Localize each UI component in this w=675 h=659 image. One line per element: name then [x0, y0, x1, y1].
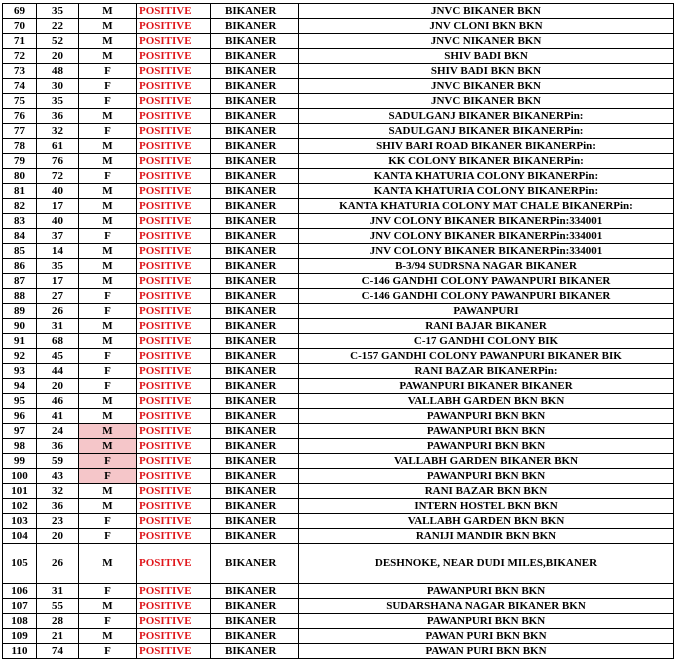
serial-number-cell: 103	[3, 514, 37, 529]
age-cell: 22	[37, 19, 79, 34]
result-cell: POSITIVE	[137, 304, 211, 319]
sex-cell: M	[79, 214, 137, 229]
address-cell: PAWANPURI BKN BKN	[299, 424, 674, 439]
table-row	[3, 244, 674, 259]
table-row	[3, 169, 674, 184]
district-cell: BIKANER	[211, 349, 299, 364]
table-row	[3, 644, 674, 659]
table-row	[3, 34, 674, 49]
table-row	[3, 529, 674, 544]
serial-number-cell: 69	[3, 4, 37, 19]
serial-number-cell: 73	[3, 64, 37, 79]
district-cell: BIKANER	[211, 169, 299, 184]
table-row	[3, 49, 674, 64]
serial-number-cell: 77	[3, 124, 37, 139]
table-row	[3, 94, 674, 109]
sex-cell: F	[79, 584, 137, 599]
address-cell: C-17 GANDHI COLONY BIK	[299, 334, 674, 349]
table-row	[3, 184, 674, 199]
age-cell: 32	[37, 484, 79, 499]
district-cell: BIKANER	[211, 94, 299, 109]
age-cell: 40	[37, 214, 79, 229]
address-cell: SUDARSHANA NAGAR BIKANER BKN	[299, 599, 674, 614]
address-cell: VALLABH GARDEN BIKANER BKN	[299, 454, 674, 469]
serial-number-cell: 100	[3, 469, 37, 484]
address-cell: JNVC NIKANER BKN	[299, 34, 674, 49]
age-cell: 35	[37, 259, 79, 274]
serial-number-cell: 108	[3, 614, 37, 629]
serial-number-cell: 109	[3, 629, 37, 644]
address-cell: RANI BAZAR BKN BKN	[299, 484, 674, 499]
address-cell: JNV CLONI BKN BKN	[299, 19, 674, 34]
age-cell: 48	[37, 64, 79, 79]
address-cell: PAWANPURI	[299, 304, 674, 319]
age-cell: 31	[37, 584, 79, 599]
serial-number-cell: 98	[3, 439, 37, 454]
sex-cell: M	[79, 274, 137, 289]
table-row	[3, 499, 674, 514]
result-cell: POSITIVE	[137, 259, 211, 274]
address-cell: PAWANPURI BKN BKN	[299, 439, 674, 454]
address-cell: JNV COLONY BIKANER BIKANERPin:334001	[299, 244, 674, 259]
sex-cell: F	[79, 364, 137, 379]
sex-cell: M	[79, 484, 137, 499]
sex-cell: F	[79, 79, 137, 94]
result-cell: POSITIVE	[137, 4, 211, 19]
table-row	[3, 629, 674, 644]
district-cell: BIKANER	[211, 364, 299, 379]
address-cell: RANIJI MANDIR BKN BKN	[299, 529, 674, 544]
age-cell: 46	[37, 394, 79, 409]
sex-cell: F	[79, 304, 137, 319]
district-cell: BIKANER	[211, 439, 299, 454]
result-cell: POSITIVE	[137, 94, 211, 109]
district-cell: BIKANER	[211, 409, 299, 424]
sex-cell: F	[79, 94, 137, 109]
table-row	[3, 424, 674, 439]
address-cell: RANI BAZAR BIKANERPin:	[299, 364, 674, 379]
address-cell: SADULGANJ BIKANER BIKANERPin:	[299, 124, 674, 139]
table-row	[3, 454, 674, 469]
result-cell: POSITIVE	[137, 499, 211, 514]
result-cell: POSITIVE	[137, 409, 211, 424]
table-row	[3, 289, 674, 304]
address-cell: SADULGANJ BIKANER BIKANERPin:	[299, 109, 674, 124]
age-cell: 26	[37, 544, 79, 584]
district-cell: BIKANER	[211, 79, 299, 94]
sex-cell: F	[79, 614, 137, 629]
result-cell: POSITIVE	[137, 614, 211, 629]
district-cell: BIKANER	[211, 214, 299, 229]
age-cell: 26	[37, 304, 79, 319]
age-cell: 20	[37, 49, 79, 64]
table-row	[3, 229, 674, 244]
district-cell: BIKANER	[211, 124, 299, 139]
serial-number-cell: 70	[3, 19, 37, 34]
table-row	[3, 514, 674, 529]
address-cell: JNV COLONY BIKANER BIKANERPin:334001	[299, 214, 674, 229]
serial-number-cell: 86	[3, 259, 37, 274]
table-row	[3, 139, 674, 154]
result-cell: POSITIVE	[137, 229, 211, 244]
district-cell: BIKANER	[211, 644, 299, 659]
table-row	[3, 364, 674, 379]
sex-cell: M	[79, 34, 137, 49]
district-cell: BIKANER	[211, 394, 299, 409]
age-cell: 32	[37, 124, 79, 139]
sex-cell: M	[79, 629, 137, 644]
result-cell: POSITIVE	[137, 184, 211, 199]
age-cell: 68	[37, 334, 79, 349]
sex-cell: M	[79, 49, 137, 64]
result-cell: POSITIVE	[137, 454, 211, 469]
district-cell: BIKANER	[211, 19, 299, 34]
district-cell: BIKANER	[211, 289, 299, 304]
serial-number-cell: 90	[3, 319, 37, 334]
result-cell: POSITIVE	[137, 34, 211, 49]
district-cell: BIKANER	[211, 599, 299, 614]
age-cell: 36	[37, 499, 79, 514]
address-cell: VALLABH GARDEN BKN BKN	[299, 394, 674, 409]
district-cell: BIKANER	[211, 484, 299, 499]
table-row	[3, 349, 674, 364]
serial-number-cell: 104	[3, 529, 37, 544]
serial-number-cell: 110	[3, 644, 37, 659]
address-cell: PAWANPURI BKN BKN	[299, 584, 674, 599]
age-cell: 20	[37, 379, 79, 394]
age-cell: 76	[37, 154, 79, 169]
address-cell: JNVC BIKANER BKN	[299, 79, 674, 94]
address-cell: JNVC BIKANER BKN	[299, 94, 674, 109]
district-cell: BIKANER	[211, 319, 299, 334]
result-cell: POSITIVE	[137, 644, 211, 659]
address-cell: PAWAN PURI BKN BKN	[299, 644, 674, 659]
age-cell: 28	[37, 614, 79, 629]
address-cell: C-146 GANDHI COLONY PAWANPURI BIKANER	[299, 274, 674, 289]
result-cell: POSITIVE	[137, 274, 211, 289]
result-cell: POSITIVE	[137, 109, 211, 124]
address-cell: KANTA KHATURIA COLONY BIKANERPin:	[299, 184, 674, 199]
address-cell: JNVC BIKANER BKN	[299, 4, 674, 19]
result-cell: POSITIVE	[137, 19, 211, 34]
table-row	[3, 319, 674, 334]
district-cell: BIKANER	[211, 229, 299, 244]
sex-cell: M	[79, 334, 137, 349]
sex-cell: F	[79, 229, 137, 244]
sex-cell: F	[79, 644, 137, 659]
sex-cell: F	[79, 124, 137, 139]
sex-cell: F	[79, 454, 137, 469]
serial-number-cell: 85	[3, 244, 37, 259]
address-cell: SHIV BARI ROAD BIKANER BIKANERPin:	[299, 139, 674, 154]
sex-cell: M	[79, 319, 137, 334]
address-cell: SHIV BADI BKN	[299, 49, 674, 64]
result-cell: POSITIVE	[137, 289, 211, 304]
result-cell: POSITIVE	[137, 64, 211, 79]
result-cell: POSITIVE	[137, 214, 211, 229]
age-cell: 27	[37, 289, 79, 304]
result-cell: POSITIVE	[137, 544, 211, 584]
serial-number-cell: 79	[3, 154, 37, 169]
result-cell: POSITIVE	[137, 484, 211, 499]
age-cell: 14	[37, 244, 79, 259]
sex-cell: F	[79, 379, 137, 394]
district-cell: BIKANER	[211, 154, 299, 169]
address-cell: KANTA KHATURIA COLONY MAT CHALE BIKANERPin:	[299, 199, 674, 214]
address-cell: PAWANPURI BKN BKN	[299, 469, 674, 484]
table-row	[3, 259, 674, 274]
result-cell: POSITIVE	[137, 124, 211, 139]
serial-number-cell: 78	[3, 139, 37, 154]
result-cell: POSITIVE	[137, 349, 211, 364]
age-cell: 44	[37, 364, 79, 379]
sex-cell: F	[79, 349, 137, 364]
result-cell: POSITIVE	[137, 139, 211, 154]
table-row	[3, 4, 674, 19]
table-row	[3, 79, 674, 94]
district-cell: BIKANER	[211, 514, 299, 529]
address-cell: DESHNOKE, NEAR DUDI MILES,BIKANER	[299, 544, 674, 584]
district-cell: BIKANER	[211, 529, 299, 544]
sex-cell: M	[79, 409, 137, 424]
age-cell: 59	[37, 454, 79, 469]
sex-cell: M	[79, 259, 137, 274]
age-cell: 20	[37, 529, 79, 544]
age-cell: 72	[37, 169, 79, 184]
age-cell: 61	[37, 139, 79, 154]
age-cell: 36	[37, 439, 79, 454]
district-cell: BIKANER	[211, 304, 299, 319]
sex-cell: M	[79, 139, 137, 154]
district-cell: BIKANER	[211, 274, 299, 289]
serial-number-cell: 80	[3, 169, 37, 184]
serial-number-cell: 75	[3, 94, 37, 109]
address-cell: C-157 GANDHI COLONY PAWANPURI BIKANER BIK	[299, 349, 674, 364]
serial-number-cell: 99	[3, 454, 37, 469]
table-row	[3, 124, 674, 139]
sex-cell: F	[79, 169, 137, 184]
result-cell: POSITIVE	[137, 379, 211, 394]
serial-number-cell: 88	[3, 289, 37, 304]
age-cell: 41	[37, 409, 79, 424]
result-cell: POSITIVE	[137, 364, 211, 379]
address-cell: PAWANPURI BKN BKN	[299, 409, 674, 424]
district-cell: BIKANER	[211, 199, 299, 214]
table-row	[3, 214, 674, 229]
age-cell: 45	[37, 349, 79, 364]
result-cell: POSITIVE	[137, 529, 211, 544]
sex-cell: F	[79, 64, 137, 79]
result-cell: POSITIVE	[137, 584, 211, 599]
table-row	[3, 64, 674, 79]
result-cell: POSITIVE	[137, 154, 211, 169]
result-cell: POSITIVE	[137, 334, 211, 349]
district-cell: BIKANER	[211, 259, 299, 274]
result-cell: POSITIVE	[137, 319, 211, 334]
result-cell: POSITIVE	[137, 394, 211, 409]
table-row	[3, 19, 674, 34]
serial-number-cell: 72	[3, 49, 37, 64]
address-cell: PAWANPURI BKN BKN	[299, 614, 674, 629]
result-cell: POSITIVE	[137, 439, 211, 454]
age-cell: 35	[37, 4, 79, 19]
table-row	[3, 469, 674, 484]
sex-cell: F	[79, 529, 137, 544]
district-cell: BIKANER	[211, 49, 299, 64]
serial-number-cell: 76	[3, 109, 37, 124]
age-cell: 52	[37, 34, 79, 49]
sex-cell: F	[79, 469, 137, 484]
address-cell: PAWANPURI BIKANER BIKANER	[299, 379, 674, 394]
result-cell: POSITIVE	[137, 79, 211, 94]
age-cell: 37	[37, 229, 79, 244]
address-cell: C-146 GANDHI COLONY PAWANPURI BIKANER	[299, 289, 674, 304]
sex-cell: F	[79, 289, 137, 304]
serial-number-cell: 83	[3, 214, 37, 229]
serial-number-cell: 94	[3, 379, 37, 394]
serial-number-cell: 105	[3, 544, 37, 584]
result-cell: POSITIVE	[137, 469, 211, 484]
address-cell: VALLABH GARDEN BKN BKN	[299, 514, 674, 529]
table-row	[3, 109, 674, 124]
address-cell: PAWAN PURI BKN BKN	[299, 629, 674, 644]
sex-cell: M	[79, 244, 137, 259]
age-cell: 21	[37, 629, 79, 644]
table-row	[3, 154, 674, 169]
result-cell: POSITIVE	[137, 244, 211, 259]
sex-cell: M	[79, 199, 137, 214]
serial-number-cell: 92	[3, 349, 37, 364]
sex-cell: M	[79, 19, 137, 34]
sex-cell: M	[79, 599, 137, 614]
district-cell: BIKANER	[211, 499, 299, 514]
sex-cell: M	[79, 499, 137, 514]
serial-number-cell: 84	[3, 229, 37, 244]
age-cell: 24	[37, 424, 79, 439]
age-cell: 35	[37, 94, 79, 109]
result-cell: POSITIVE	[137, 629, 211, 644]
serial-number-cell: 97	[3, 424, 37, 439]
address-cell: JNV COLONY BIKANER BIKANERPin:334001	[299, 229, 674, 244]
address-cell: KANTA KHATURIA COLONY BIKANERPin:	[299, 169, 674, 184]
serial-number-cell: 82	[3, 199, 37, 214]
sex-cell: M	[79, 184, 137, 199]
district-cell: BIKANER	[211, 244, 299, 259]
district-cell: BIKANER	[211, 4, 299, 19]
table-body	[3, 4, 674, 659]
district-cell: BIKANER	[211, 139, 299, 154]
district-cell: BIKANER	[211, 64, 299, 79]
serial-number-cell: 107	[3, 599, 37, 614]
table-row	[3, 379, 674, 394]
sex-cell: M	[79, 109, 137, 124]
district-cell: BIKANER	[211, 109, 299, 124]
sex-cell: M	[79, 154, 137, 169]
table-row	[3, 334, 674, 349]
age-cell: 17	[37, 199, 79, 214]
sex-cell: M	[79, 4, 137, 19]
district-cell: BIKANER	[211, 379, 299, 394]
serial-number-cell: 96	[3, 409, 37, 424]
result-cell: POSITIVE	[137, 49, 211, 64]
table-row	[3, 409, 674, 424]
address-cell: KK COLONY BIKANER BIKANERPin:	[299, 154, 674, 169]
serial-number-cell: 74	[3, 79, 37, 94]
serial-number-cell: 102	[3, 499, 37, 514]
table-row	[3, 304, 674, 319]
district-cell: BIKANER	[211, 424, 299, 439]
table-row	[3, 544, 674, 584]
table-row	[3, 199, 674, 214]
address-cell: INTERN HOSTEL BKN BKN	[299, 499, 674, 514]
result-cell: POSITIVE	[137, 169, 211, 184]
district-cell: BIKANER	[211, 544, 299, 584]
serial-number-cell: 71	[3, 34, 37, 49]
serial-number-cell: 101	[3, 484, 37, 499]
district-cell: BIKANER	[211, 334, 299, 349]
district-cell: BIKANER	[211, 614, 299, 629]
age-cell: 31	[37, 319, 79, 334]
age-cell: 36	[37, 109, 79, 124]
age-cell: 74	[37, 644, 79, 659]
address-cell: SHIV BADI BKN BKN	[299, 64, 674, 79]
district-cell: BIKANER	[211, 454, 299, 469]
table-row	[3, 394, 674, 409]
serial-number-cell: 81	[3, 184, 37, 199]
district-cell: BIKANER	[211, 629, 299, 644]
table-row	[3, 599, 674, 614]
district-cell: BIKANER	[211, 584, 299, 599]
serial-number-cell: 89	[3, 304, 37, 319]
sex-cell: M	[79, 439, 137, 454]
district-cell: BIKANER	[211, 34, 299, 49]
result-cell: POSITIVE	[137, 199, 211, 214]
age-cell: 23	[37, 514, 79, 529]
address-cell: B-3/94 SUDRSNA NAGAR BIKANER	[299, 259, 674, 274]
serial-number-cell: 106	[3, 584, 37, 599]
table-row	[3, 584, 674, 599]
result-cell: POSITIVE	[137, 424, 211, 439]
sex-cell: M	[79, 424, 137, 439]
patient-table	[2, 3, 674, 659]
serial-number-cell: 91	[3, 334, 37, 349]
serial-number-cell: 87	[3, 274, 37, 289]
address-cell: RANI BAJAR BIKANER	[299, 319, 674, 334]
serial-number-cell: 95	[3, 394, 37, 409]
result-cell: POSITIVE	[137, 599, 211, 614]
district-cell: BIKANER	[211, 184, 299, 199]
table-row	[3, 439, 674, 454]
sex-cell: F	[79, 514, 137, 529]
table-row	[3, 274, 674, 289]
age-cell: 40	[37, 184, 79, 199]
serial-number-cell: 93	[3, 364, 37, 379]
district-cell: BIKANER	[211, 469, 299, 484]
age-cell: 43	[37, 469, 79, 484]
age-cell: 30	[37, 79, 79, 94]
result-cell: POSITIVE	[137, 514, 211, 529]
sex-cell: M	[79, 544, 137, 584]
table-row	[3, 614, 674, 629]
age-cell: 17	[37, 274, 79, 289]
age-cell: 55	[37, 599, 79, 614]
sex-cell: M	[79, 394, 137, 409]
table-row	[3, 484, 674, 499]
